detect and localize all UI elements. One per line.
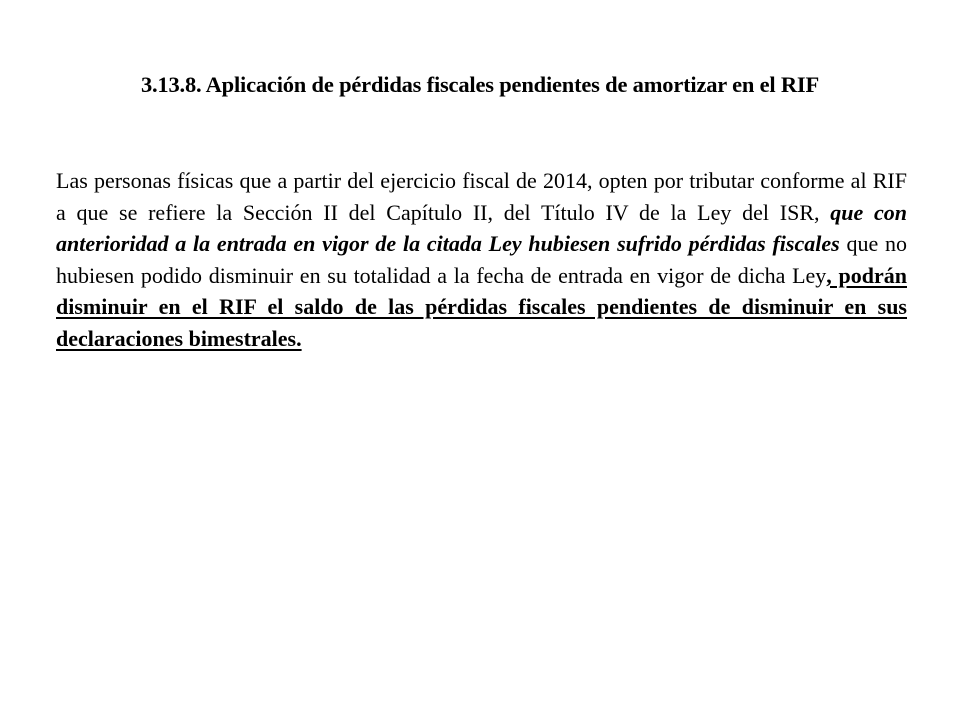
paragraph-text-plain-1: Las personas físicas que a partir del ejercicio fiscal de 2014, opten por tributar conforme al RIF a que se refiere la Sección II del Capítulo II, del Título IV de la Ley del ISR, bbox=[56, 168, 907, 225]
paragraph-text-bold-italic: que con anterioridad a la entrada en vigor de la citada Ley hubiesen sufrido pérdidas fiscales bbox=[56, 199, 907, 256]
body-paragraph bbox=[56, 165, 907, 354]
paragraph-text-plain-2: que no hubiesen podido disminuir en su totalidad a la fecha de entrada en vigor de dicha Ley bbox=[56, 231, 907, 288]
paragraph-text-bold-underline: , podrán disminuir en el RIF el saldo de las pérdidas fiscales pendientes de disminuir en sus declaraciones bimestrales. bbox=[56, 262, 907, 351]
slide-title: 3.13.8. Aplicación de pérdidas fiscales pendientes de amortizar en el RIF bbox=[140, 72, 820, 97]
